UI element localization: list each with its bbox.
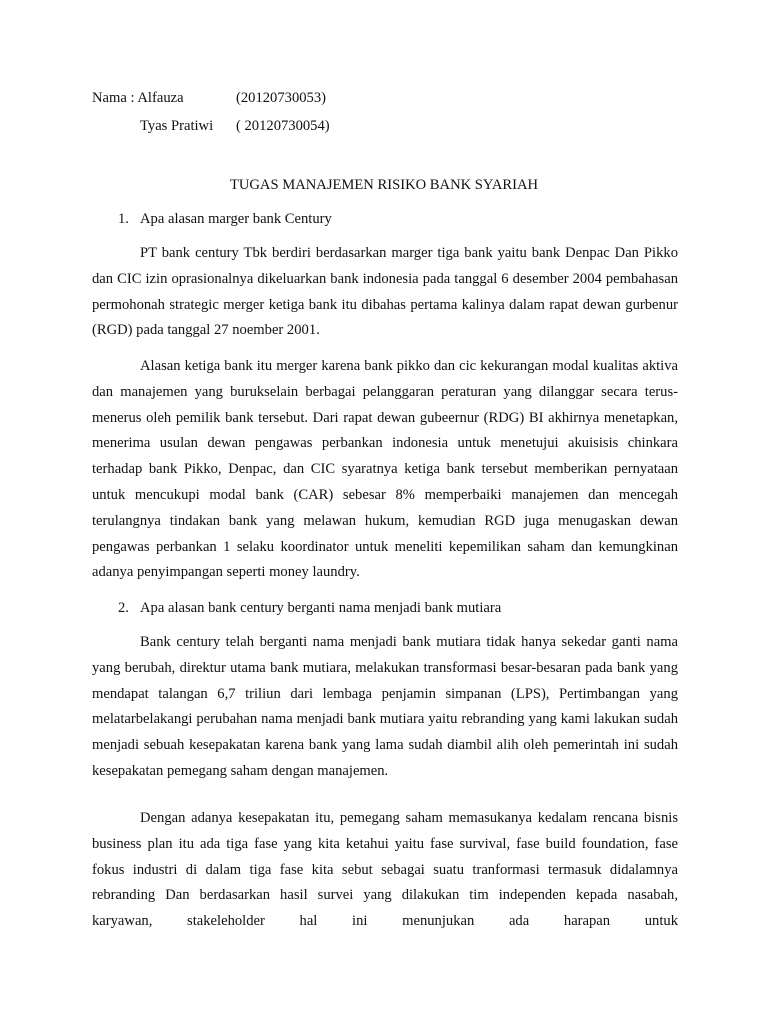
member-2-id: ( 20120730054) (236, 118, 330, 134)
question-number: 1. (118, 211, 129, 227)
question-text: Apa alasan marger bank Century (140, 211, 332, 227)
student-name-label: Nama : Alfauza (92, 90, 184, 106)
answer-paragraph: Dengan adanya kesepakatan itu, pemegang saham memasukanya kedalam rencana bisnis business plan itu ada tiga fase yang kita ketahui yaitu fase survival, fase build foundation, fase fokus industri di dalam tiga fase kita sebut sebagai suatu tranformasi termasuk didalamnya rebranding Dan berdasarkan hasil survei yang dilakukan tim independen kepada nasabah, karyawan, stakeleholder hal ini menunjukan ada harapan untuk (92, 810, 678, 930)
answer-paragraph: Bank century telah berganti nama menjadi bank mutiara tidak hanya sekedar ganti nama yang berubah, direktur utama bank mutiara, melakukan transformasi besar-besaran pada bank yang mendapat talangan 6,7 triliun dari lembaga penjamin simpanan (LPS), Pertimbangan yang melatarbelakangi perubahan nama menjadi bank mutiara yaitu rebranding yang kami lakukan sudah menjadi sebuah kesepakatan karena bank yang lama sudah diambil alih oleh pemerintah ini sudah kesepakatan pemegang saham dengan manajemen. (92, 634, 678, 779)
student-id: (20120730053) (236, 90, 326, 106)
question-number: 2. (118, 600, 129, 616)
document-title: TUGAS MANAJEMEN RISIKO BANK SYARIAH (229, 177, 539, 193)
question-1 (118, 208, 332, 230)
answer-paragraph: PT bank century Tbk berdiri berdasarkan marger tiga bank yaitu bank Denpac Dan Pikko dan CIC izin oprasionalnya dikeluarkan bank indonesia pada tanggal 6 desember 2004 pembahasan permohonah strategic merger ketiga bank itu dibahas pertama kalinya dalam rapat dewan gurbenur (RGD) pada tanggal 27 noember 2001. (92, 245, 678, 339)
answer-paragraph: Alasan ketiga bank itu merger karena bank pikko dan cic kekurangan modal kualitas aktiva dan manajemen yang burukselain berbagai pelanggaran peraturan yang dilanggar secara terus-menerus oleh pemilik bank tersebut. Dari rapat dewan gubeernur (RDG) BI akhirnya menetapkan, menerima usulan dewan pengawas perbankan indonesia untuk menetujui akuisisis chinkara terhadap bank Pikko, Denpac, dan CIC syaratnya ketiga bank tersebut memberikan pernyataan untuk mencukupi modal bank (CAR) sebesar 8% memperbaiki manajemen dan mencegah terulangnya tindakan bank yang melawan hukum, kemudian RGD juga menugaskan dewan pengawas perbankan 1 selaku koordinator untuk meneliti kepemilikan saham dan kemungkinan adanya penyimpangan seperti money laundry. (92, 358, 678, 581)
member-2-name: Tyas Pratiwi (140, 118, 214, 134)
question-text: Apa alasan bank century berganti nama menjadi bank mutiara (140, 600, 502, 616)
question-2 (118, 597, 501, 619)
